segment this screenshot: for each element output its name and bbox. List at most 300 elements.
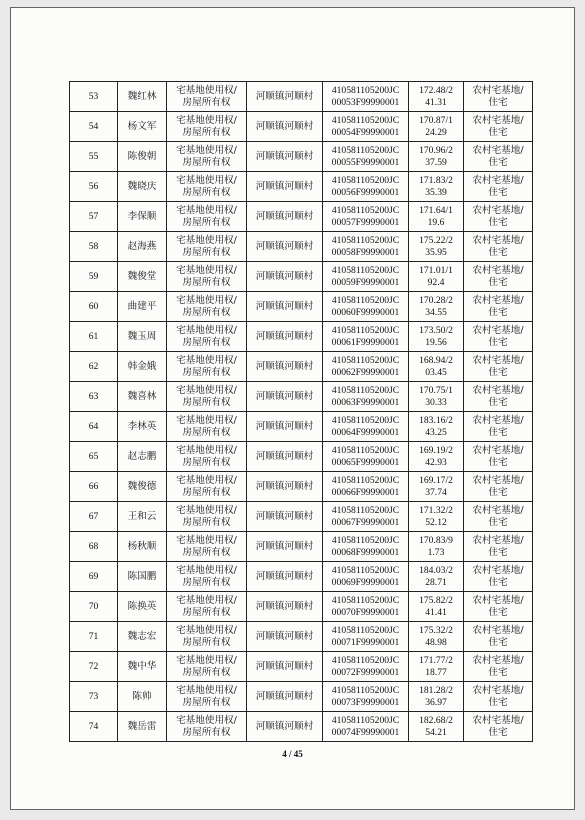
table-row	[70, 112, 533, 142]
usage-line: 农村宅基地/	[472, 114, 524, 126]
area-line: 37.74	[425, 486, 447, 498]
owner-name-cell: 陈国鹏	[118, 562, 167, 592]
right-type-line: 宅基地使用权/	[176, 444, 237, 456]
area-cell	[409, 352, 464, 382]
location-cell: 河顺镇河顺村	[247, 502, 323, 532]
row-number-cell: 71	[70, 622, 118, 652]
table-body	[70, 82, 533, 742]
area-line: 37.59	[425, 156, 447, 168]
unit-code-line: 410581105200JC	[331, 474, 400, 486]
right-type-cell	[167, 112, 247, 142]
row-number-cell: 65	[70, 442, 118, 472]
usage-cell	[464, 472, 533, 502]
unit-code-line: 410581105200JC	[331, 354, 400, 366]
unit-code-line: 410581105200JC	[331, 174, 400, 186]
row-number-cell: 73	[70, 682, 118, 712]
usage-cell	[464, 172, 533, 202]
location-cell: 河顺镇河顺村	[247, 82, 323, 112]
unit-code-cell	[323, 112, 409, 142]
right-type-cell	[167, 502, 247, 532]
unit-code-line: 410581105200JC	[331, 384, 400, 396]
right-type-line: 房屋所有权	[182, 186, 231, 198]
unit-code-cell	[323, 202, 409, 232]
usage-line: 住宅	[488, 366, 508, 378]
area-cell	[409, 712, 464, 742]
area-line: 1.73	[427, 546, 445, 558]
unit-code-line: 410581105200JC	[331, 144, 400, 156]
area-line: 181.28/2	[419, 684, 453, 696]
usage-line: 农村宅基地/	[472, 504, 524, 516]
area-line: 34.55	[425, 306, 447, 318]
location-cell: 河顺镇河顺村	[247, 382, 323, 412]
usage-line: 农村宅基地/	[472, 84, 524, 96]
right-type-line: 宅基地使用权/	[176, 204, 237, 216]
unit-code-cell	[323, 712, 409, 742]
usage-cell	[464, 562, 533, 592]
right-type-line: 宅基地使用权/	[176, 294, 237, 306]
area-line: 175.82/2	[419, 594, 453, 606]
unit-code-line: 00069F99990001	[331, 576, 400, 588]
table-row	[70, 562, 533, 592]
usage-line: 农村宅基地/	[472, 174, 524, 186]
area-line: 35.39	[425, 186, 447, 198]
location-cell: 河顺镇河顺村	[247, 322, 323, 352]
right-type-cell	[167, 412, 247, 442]
table-row	[70, 442, 533, 472]
area-cell	[409, 472, 464, 502]
usage-cell	[464, 202, 533, 232]
owner-name-cell: 魏中华	[118, 652, 167, 682]
area-cell	[409, 682, 464, 712]
owner-name-cell: 王和云	[118, 502, 167, 532]
area-cell	[409, 112, 464, 142]
right-type-cell	[167, 442, 247, 472]
unit-code-line: 00062F99990001	[331, 366, 400, 378]
usage-line: 农村宅基地/	[472, 624, 524, 636]
document-page	[10, 7, 575, 810]
area-cell	[409, 562, 464, 592]
row-number-cell: 63	[70, 382, 118, 412]
unit-code-line: 00059F99990001	[331, 276, 400, 288]
right-type-cell	[167, 172, 247, 202]
right-type-cell	[167, 352, 247, 382]
usage-cell	[464, 112, 533, 142]
unit-code-line: 410581105200JC	[331, 714, 400, 726]
location-cell: 河顺镇河顺村	[247, 652, 323, 682]
unit-code-line: 00053F99990001	[331, 96, 400, 108]
usage-cell	[464, 532, 533, 562]
table-row	[70, 172, 533, 202]
unit-code-line: 410581105200JC	[331, 84, 400, 96]
usage-line: 住宅	[488, 126, 508, 138]
table-row	[70, 412, 533, 442]
area-line: 169.19/2	[419, 444, 453, 456]
area-line: 35.95	[425, 246, 447, 258]
unit-code-line: 00055F99990001	[331, 156, 400, 168]
owner-name-cell: 魏晓庆	[118, 172, 167, 202]
right-type-cell	[167, 142, 247, 172]
unit-code-line: 00074F99990001	[331, 726, 400, 738]
row-number-cell: 57	[70, 202, 118, 232]
owner-name-cell: 魏俊堂	[118, 262, 167, 292]
location-cell: 河顺镇河顺村	[247, 112, 323, 142]
area-cell	[409, 532, 464, 562]
area-cell	[409, 652, 464, 682]
area-cell	[409, 172, 464, 202]
right-type-line: 宅基地使用权/	[176, 414, 237, 426]
usage-cell	[464, 682, 533, 712]
usage-line: 农村宅基地/	[472, 564, 524, 576]
unit-code-cell	[323, 532, 409, 562]
usage-line: 农村宅基地/	[472, 414, 524, 426]
unit-code-cell	[323, 502, 409, 532]
row-number-cell: 56	[70, 172, 118, 202]
location-cell: 河顺镇河顺村	[247, 262, 323, 292]
property-register-table	[69, 81, 533, 742]
usage-line: 住宅	[488, 156, 508, 168]
unit-code-cell	[323, 142, 409, 172]
right-type-line: 宅基地使用权/	[176, 564, 237, 576]
area-cell	[409, 382, 464, 412]
owner-name-cell: 赵志鹏	[118, 442, 167, 472]
row-number-cell: 68	[70, 532, 118, 562]
usage-line: 农村宅基地/	[472, 324, 524, 336]
table-row	[70, 592, 533, 622]
unit-code-line: 00067F99990001	[331, 516, 400, 528]
unit-code-cell	[323, 82, 409, 112]
location-cell: 河顺镇河顺村	[247, 592, 323, 622]
usage-line: 住宅	[488, 186, 508, 198]
area-line: 170.75/1	[419, 384, 453, 396]
area-line: 41.31	[425, 96, 447, 108]
unit-code-cell	[323, 442, 409, 472]
owner-name-cell: 魏玉周	[118, 322, 167, 352]
usage-cell	[464, 142, 533, 172]
row-number-cell: 64	[70, 412, 118, 442]
area-line: 36.97	[425, 696, 447, 708]
usage-cell	[464, 82, 533, 112]
unit-code-line: 00063F99990001	[331, 396, 400, 408]
usage-line: 住宅	[488, 726, 508, 738]
right-type-cell	[167, 532, 247, 562]
area-line: 41.41	[425, 606, 447, 618]
unit-code-line: 410581105200JC	[331, 534, 400, 546]
usage-line: 农村宅基地/	[472, 234, 524, 246]
area-cell	[409, 232, 464, 262]
row-number-cell: 70	[70, 592, 118, 622]
row-number-cell: 59	[70, 262, 118, 292]
right-type-line: 宅基地使用权/	[176, 654, 237, 666]
right-type-line: 房屋所有权	[182, 516, 231, 528]
right-type-cell	[167, 232, 247, 262]
row-number-cell: 60	[70, 292, 118, 322]
table-row	[70, 652, 533, 682]
usage-cell	[464, 622, 533, 652]
usage-line: 住宅	[488, 96, 508, 108]
right-type-line: 宅基地使用权/	[176, 684, 237, 696]
owner-name-cell: 魏喜林	[118, 382, 167, 412]
usage-cell	[464, 652, 533, 682]
right-type-line: 宅基地使用权/	[176, 504, 237, 516]
owner-name-cell: 陈换英	[118, 592, 167, 622]
table-row	[70, 262, 533, 292]
owner-name-cell: 魏红林	[118, 82, 167, 112]
right-type-line: 房屋所有权	[182, 486, 231, 498]
area-line: 92.4	[427, 276, 445, 288]
row-number-cell: 66	[70, 472, 118, 502]
area-line: 171.32/2	[419, 504, 453, 516]
area-line: 19.6	[427, 216, 445, 228]
unit-code-line: 00056F99990001	[331, 186, 400, 198]
location-cell: 河顺镇河顺村	[247, 442, 323, 472]
row-number-cell: 69	[70, 562, 118, 592]
unit-code-cell	[323, 592, 409, 622]
owner-name-cell: 魏志宏	[118, 622, 167, 652]
right-type-line: 宅基地使用权/	[176, 624, 237, 636]
usage-cell	[464, 592, 533, 622]
usage-line: 农村宅基地/	[472, 714, 524, 726]
area-cell	[409, 202, 464, 232]
usage-line: 住宅	[488, 696, 508, 708]
table-row	[70, 82, 533, 112]
usage-line: 住宅	[488, 426, 508, 438]
usage-cell	[464, 382, 533, 412]
right-type-line: 房屋所有权	[182, 546, 231, 558]
table-row	[70, 202, 533, 232]
location-cell: 河顺镇河顺村	[247, 562, 323, 592]
unit-code-cell	[323, 652, 409, 682]
unit-code-line: 410581105200JC	[331, 684, 400, 696]
usage-line: 住宅	[488, 456, 508, 468]
right-type-cell	[167, 322, 247, 352]
right-type-line: 房屋所有权	[182, 306, 231, 318]
row-number-cell: 54	[70, 112, 118, 142]
location-cell: 河顺镇河顺村	[247, 532, 323, 562]
right-type-line: 房屋所有权	[182, 216, 231, 228]
row-number-cell: 62	[70, 352, 118, 382]
right-type-cell	[167, 682, 247, 712]
right-type-line: 宅基地使用权/	[176, 114, 237, 126]
area-line: 24.29	[425, 126, 447, 138]
location-cell: 河顺镇河顺村	[247, 682, 323, 712]
area-cell	[409, 292, 464, 322]
right-type-line: 房屋所有权	[182, 336, 231, 348]
area-cell	[409, 442, 464, 472]
unit-code-cell	[323, 232, 409, 262]
right-type-cell	[167, 382, 247, 412]
unit-code-cell	[323, 622, 409, 652]
right-type-line: 房屋所有权	[182, 276, 231, 288]
location-cell: 河顺镇河顺村	[247, 142, 323, 172]
table-row	[70, 472, 533, 502]
area-cell	[409, 622, 464, 652]
usage-cell	[464, 232, 533, 262]
location-cell: 河顺镇河顺村	[247, 202, 323, 232]
location-cell: 河顺镇河顺村	[247, 412, 323, 442]
usage-cell	[464, 712, 533, 742]
unit-code-cell	[323, 292, 409, 322]
usage-line: 住宅	[488, 516, 508, 528]
right-type-line: 房屋所有权	[182, 126, 231, 138]
area-cell	[409, 592, 464, 622]
right-type-line: 宅基地使用权/	[176, 264, 237, 276]
usage-cell	[464, 292, 533, 322]
right-type-cell	[167, 472, 247, 502]
right-type-line: 宅基地使用权/	[176, 174, 237, 186]
unit-code-line: 410581105200JC	[331, 114, 400, 126]
area-line: 54.21	[425, 726, 447, 738]
usage-line: 农村宅基地/	[472, 384, 524, 396]
table-row	[70, 382, 533, 412]
usage-line: 住宅	[488, 216, 508, 228]
location-cell: 河顺镇河顺村	[247, 352, 323, 382]
row-number-cell: 61	[70, 322, 118, 352]
table-row	[70, 622, 533, 652]
unit-code-line: 00072F99990001	[331, 666, 400, 678]
right-type-line: 房屋所有权	[182, 246, 231, 258]
right-type-line: 房屋所有权	[182, 96, 231, 108]
unit-code-line: 410581105200JC	[331, 294, 400, 306]
unit-code-cell	[323, 682, 409, 712]
usage-line: 农村宅基地/	[472, 534, 524, 546]
right-type-cell	[167, 592, 247, 622]
owner-name-cell: 李林英	[118, 412, 167, 442]
unit-code-line: 00061F99990001	[331, 336, 400, 348]
row-number-cell: 53	[70, 82, 118, 112]
row-number-cell: 55	[70, 142, 118, 172]
area-line: 170.96/2	[419, 144, 453, 156]
unit-code-cell	[323, 352, 409, 382]
right-type-cell	[167, 712, 247, 742]
row-number-cell: 74	[70, 712, 118, 742]
unit-code-line: 00057F99990001	[331, 216, 400, 228]
owner-name-cell: 陈帅	[118, 682, 167, 712]
area-line: 173.50/2	[419, 324, 453, 336]
unit-code-line: 00065F99990001	[331, 456, 400, 468]
right-type-line: 房屋所有权	[182, 366, 231, 378]
unit-code-line: 410581105200JC	[331, 324, 400, 336]
usage-line: 住宅	[488, 306, 508, 318]
area-cell	[409, 262, 464, 292]
unit-code-cell	[323, 172, 409, 202]
area-line: 169.17/2	[419, 474, 453, 486]
table-row	[70, 142, 533, 172]
unit-code-line: 410581105200JC	[331, 564, 400, 576]
usage-line: 农村宅基地/	[472, 204, 524, 216]
table-row	[70, 352, 533, 382]
right-type-cell	[167, 202, 247, 232]
location-cell: 河顺镇河顺村	[247, 292, 323, 322]
area-line: 170.28/2	[419, 294, 453, 306]
owner-name-cell: 杨秋顺	[118, 532, 167, 562]
area-line: 48.98	[425, 636, 447, 648]
unit-code-line: 410581105200JC	[331, 414, 400, 426]
area-line: 183.16/2	[419, 414, 453, 426]
area-line: 168.94/2	[419, 354, 453, 366]
right-type-line: 房屋所有权	[182, 666, 231, 678]
usage-line: 住宅	[488, 606, 508, 618]
usage-line: 住宅	[488, 666, 508, 678]
right-type-line: 房屋所有权	[182, 606, 231, 618]
right-type-line: 宅基地使用权/	[176, 594, 237, 606]
right-type-line: 房屋所有权	[182, 576, 231, 588]
unit-code-cell	[323, 562, 409, 592]
unit-code-cell	[323, 382, 409, 412]
unit-code-line: 410581105200JC	[331, 204, 400, 216]
unit-code-line: 00058F99990001	[331, 246, 400, 258]
owner-name-cell: 李保顺	[118, 202, 167, 232]
table-row	[70, 322, 533, 352]
usage-line: 住宅	[488, 546, 508, 558]
row-number-cell: 72	[70, 652, 118, 682]
right-type-cell	[167, 82, 247, 112]
right-type-line: 宅基地使用权/	[176, 384, 237, 396]
table-row	[70, 292, 533, 322]
area-line: 184.03/2	[419, 564, 453, 576]
owner-name-cell: 曲建平	[118, 292, 167, 322]
right-type-cell	[167, 292, 247, 322]
unit-code-line: 00071F99990001	[331, 636, 400, 648]
area-line: 171.83/2	[419, 174, 453, 186]
right-type-line: 宅基地使用权/	[176, 534, 237, 546]
usage-line: 农村宅基地/	[472, 294, 524, 306]
usage-line: 农村宅基地/	[472, 654, 524, 666]
area-line: 30.33	[425, 396, 447, 408]
unit-code-line: 00064F99990001	[331, 426, 400, 438]
area-line: 18.77	[425, 666, 447, 678]
area-cell	[409, 502, 464, 532]
usage-line: 住宅	[488, 636, 508, 648]
right-type-line: 房屋所有权	[182, 426, 231, 438]
usage-cell	[464, 262, 533, 292]
right-type-line: 房屋所有权	[182, 396, 231, 408]
usage-line: 农村宅基地/	[472, 354, 524, 366]
right-type-cell	[167, 652, 247, 682]
table-row	[70, 712, 533, 742]
area-line: 28.71	[425, 576, 447, 588]
usage-cell	[464, 322, 533, 352]
right-type-line: 宅基地使用权/	[176, 354, 237, 366]
right-type-line: 房屋所有权	[182, 636, 231, 648]
owner-name-cell: 杨文军	[118, 112, 167, 142]
area-line: 171.77/2	[419, 654, 453, 666]
area-line: 170.87/1	[419, 114, 453, 126]
area-line: 43.25	[425, 426, 447, 438]
area-line: 182.68/2	[419, 714, 453, 726]
area-line: 03.45	[425, 366, 447, 378]
owner-name-cell: 赵海燕	[118, 232, 167, 262]
unit-code-line: 410581105200JC	[331, 624, 400, 636]
row-number-cell: 58	[70, 232, 118, 262]
usage-line: 住宅	[488, 246, 508, 258]
unit-code-cell	[323, 262, 409, 292]
area-line: 175.32/2	[419, 624, 453, 636]
table-row	[70, 232, 533, 262]
usage-line: 住宅	[488, 396, 508, 408]
right-type-line: 宅基地使用权/	[176, 324, 237, 336]
unit-code-cell	[323, 472, 409, 502]
unit-code-line: 410581105200JC	[331, 654, 400, 666]
area-line: 172.48/2	[419, 84, 453, 96]
table-row	[70, 532, 533, 562]
usage-line: 农村宅基地/	[472, 144, 524, 156]
location-cell: 河顺镇河顺村	[247, 172, 323, 202]
usage-line: 农村宅基地/	[472, 264, 524, 276]
row-number-cell: 67	[70, 502, 118, 532]
unit-code-line: 00060F99990001	[331, 306, 400, 318]
area-line: 170.83/9	[419, 534, 453, 546]
right-type-cell	[167, 262, 247, 292]
